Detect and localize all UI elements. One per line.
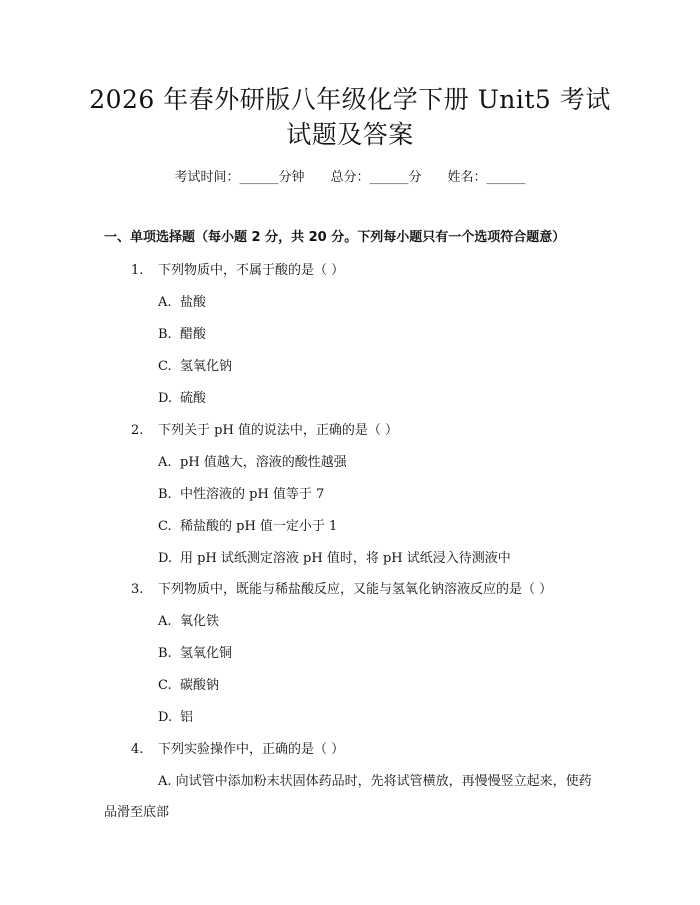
exam-score-field: 总分：______分	[330, 170, 422, 185]
question-number: 2.	[131, 423, 144, 438]
question-1	[131, 261, 344, 281]
question-1-option-b	[158, 325, 206, 345]
option-letter: A.	[158, 455, 172, 470]
question-3-option-a	[158, 612, 219, 632]
question-2	[131, 421, 398, 441]
question-4	[131, 740, 344, 760]
option-text: 中性溶液的 pH 值等于 7	[180, 487, 325, 502]
question-text: 下列物质中，既能与稀盐酸反应，又能与氢氧化钠溶液反应的是（ ）	[158, 582, 553, 597]
option-text: 氢氧化钠	[180, 359, 233, 374]
option-text: 氢氧化铜	[180, 646, 233, 661]
option-text: 硫酸	[180, 391, 207, 406]
option-letter: C.	[158, 359, 172, 374]
option-text: 用 pH 试纸测定溶液 pH 值时，将 pH 试纸浸入待测液中	[180, 551, 511, 566]
option-text: 盐酸	[180, 295, 207, 310]
section-heading-single-choice: 一、单项选择题（每小题 2 分，共 20 分。下列每小题只有一个选项符合题意）	[104, 230, 566, 245]
option-text: 氧化铁	[180, 614, 220, 629]
option-text: 向试管中添加粉末状固体药品时，先将试管横放，再慢慢竖立起来，使药品滑至底部	[104, 774, 592, 820]
option-letter: A.	[158, 774, 172, 789]
question-3	[131, 580, 552, 600]
option-text: 碳酸钠	[180, 678, 220, 693]
question-number: 1.	[131, 263, 144, 278]
question-number: 3.	[131, 582, 144, 597]
question-3-option-d	[158, 708, 193, 728]
option-letter: A.	[158, 295, 172, 310]
option-letter: B.	[158, 327, 172, 342]
question-1-option-d	[158, 389, 206, 409]
question-3-option-c	[158, 676, 219, 696]
question-4-option-a	[104, 766, 599, 828]
exam-name-field: 姓名：______	[447, 170, 526, 185]
question-text: 下列实验操作中，正确的是（ ）	[158, 742, 345, 757]
exam-title-line-1: 2026 年春外研版八年级化学下册 Unit5 考试	[89, 85, 611, 114]
question-2-option-c	[158, 517, 337, 537]
option-text: 铝	[180, 710, 194, 725]
option-letter: C.	[158, 678, 172, 693]
option-letter: B.	[158, 487, 172, 502]
question-2-option-a	[158, 453, 347, 473]
option-text: 稀盐酸的 pH 值一定小于 1	[180, 519, 338, 534]
exam-title-line-2: 试题及答案	[286, 120, 414, 149]
question-3-option-b	[158, 644, 232, 664]
option-letter: C.	[158, 519, 172, 534]
question-text: 下列关于 pH 值的说法中，正确的是（ ）	[158, 423, 399, 438]
question-text: 下列物质中，不属于酸的是（ ）	[158, 263, 345, 278]
option-letter: D.	[158, 551, 173, 566]
option-letter: B.	[158, 646, 172, 661]
exam-meta	[0, 168, 700, 188]
option-text: pH 值越大，溶液的酸性越强	[180, 455, 347, 470]
question-2-option-d	[158, 549, 511, 569]
option-letter: D.	[158, 710, 173, 725]
option-text: 醋酸	[180, 327, 207, 342]
question-number: 4.	[131, 742, 144, 757]
question-1-option-a	[158, 293, 206, 313]
question-2-option-b	[158, 485, 324, 505]
exam-time-field: 考试时间：______分钟	[174, 170, 305, 185]
option-letter: D.	[158, 391, 173, 406]
option-letter: A.	[158, 614, 172, 629]
question-1-option-c	[158, 357, 232, 377]
